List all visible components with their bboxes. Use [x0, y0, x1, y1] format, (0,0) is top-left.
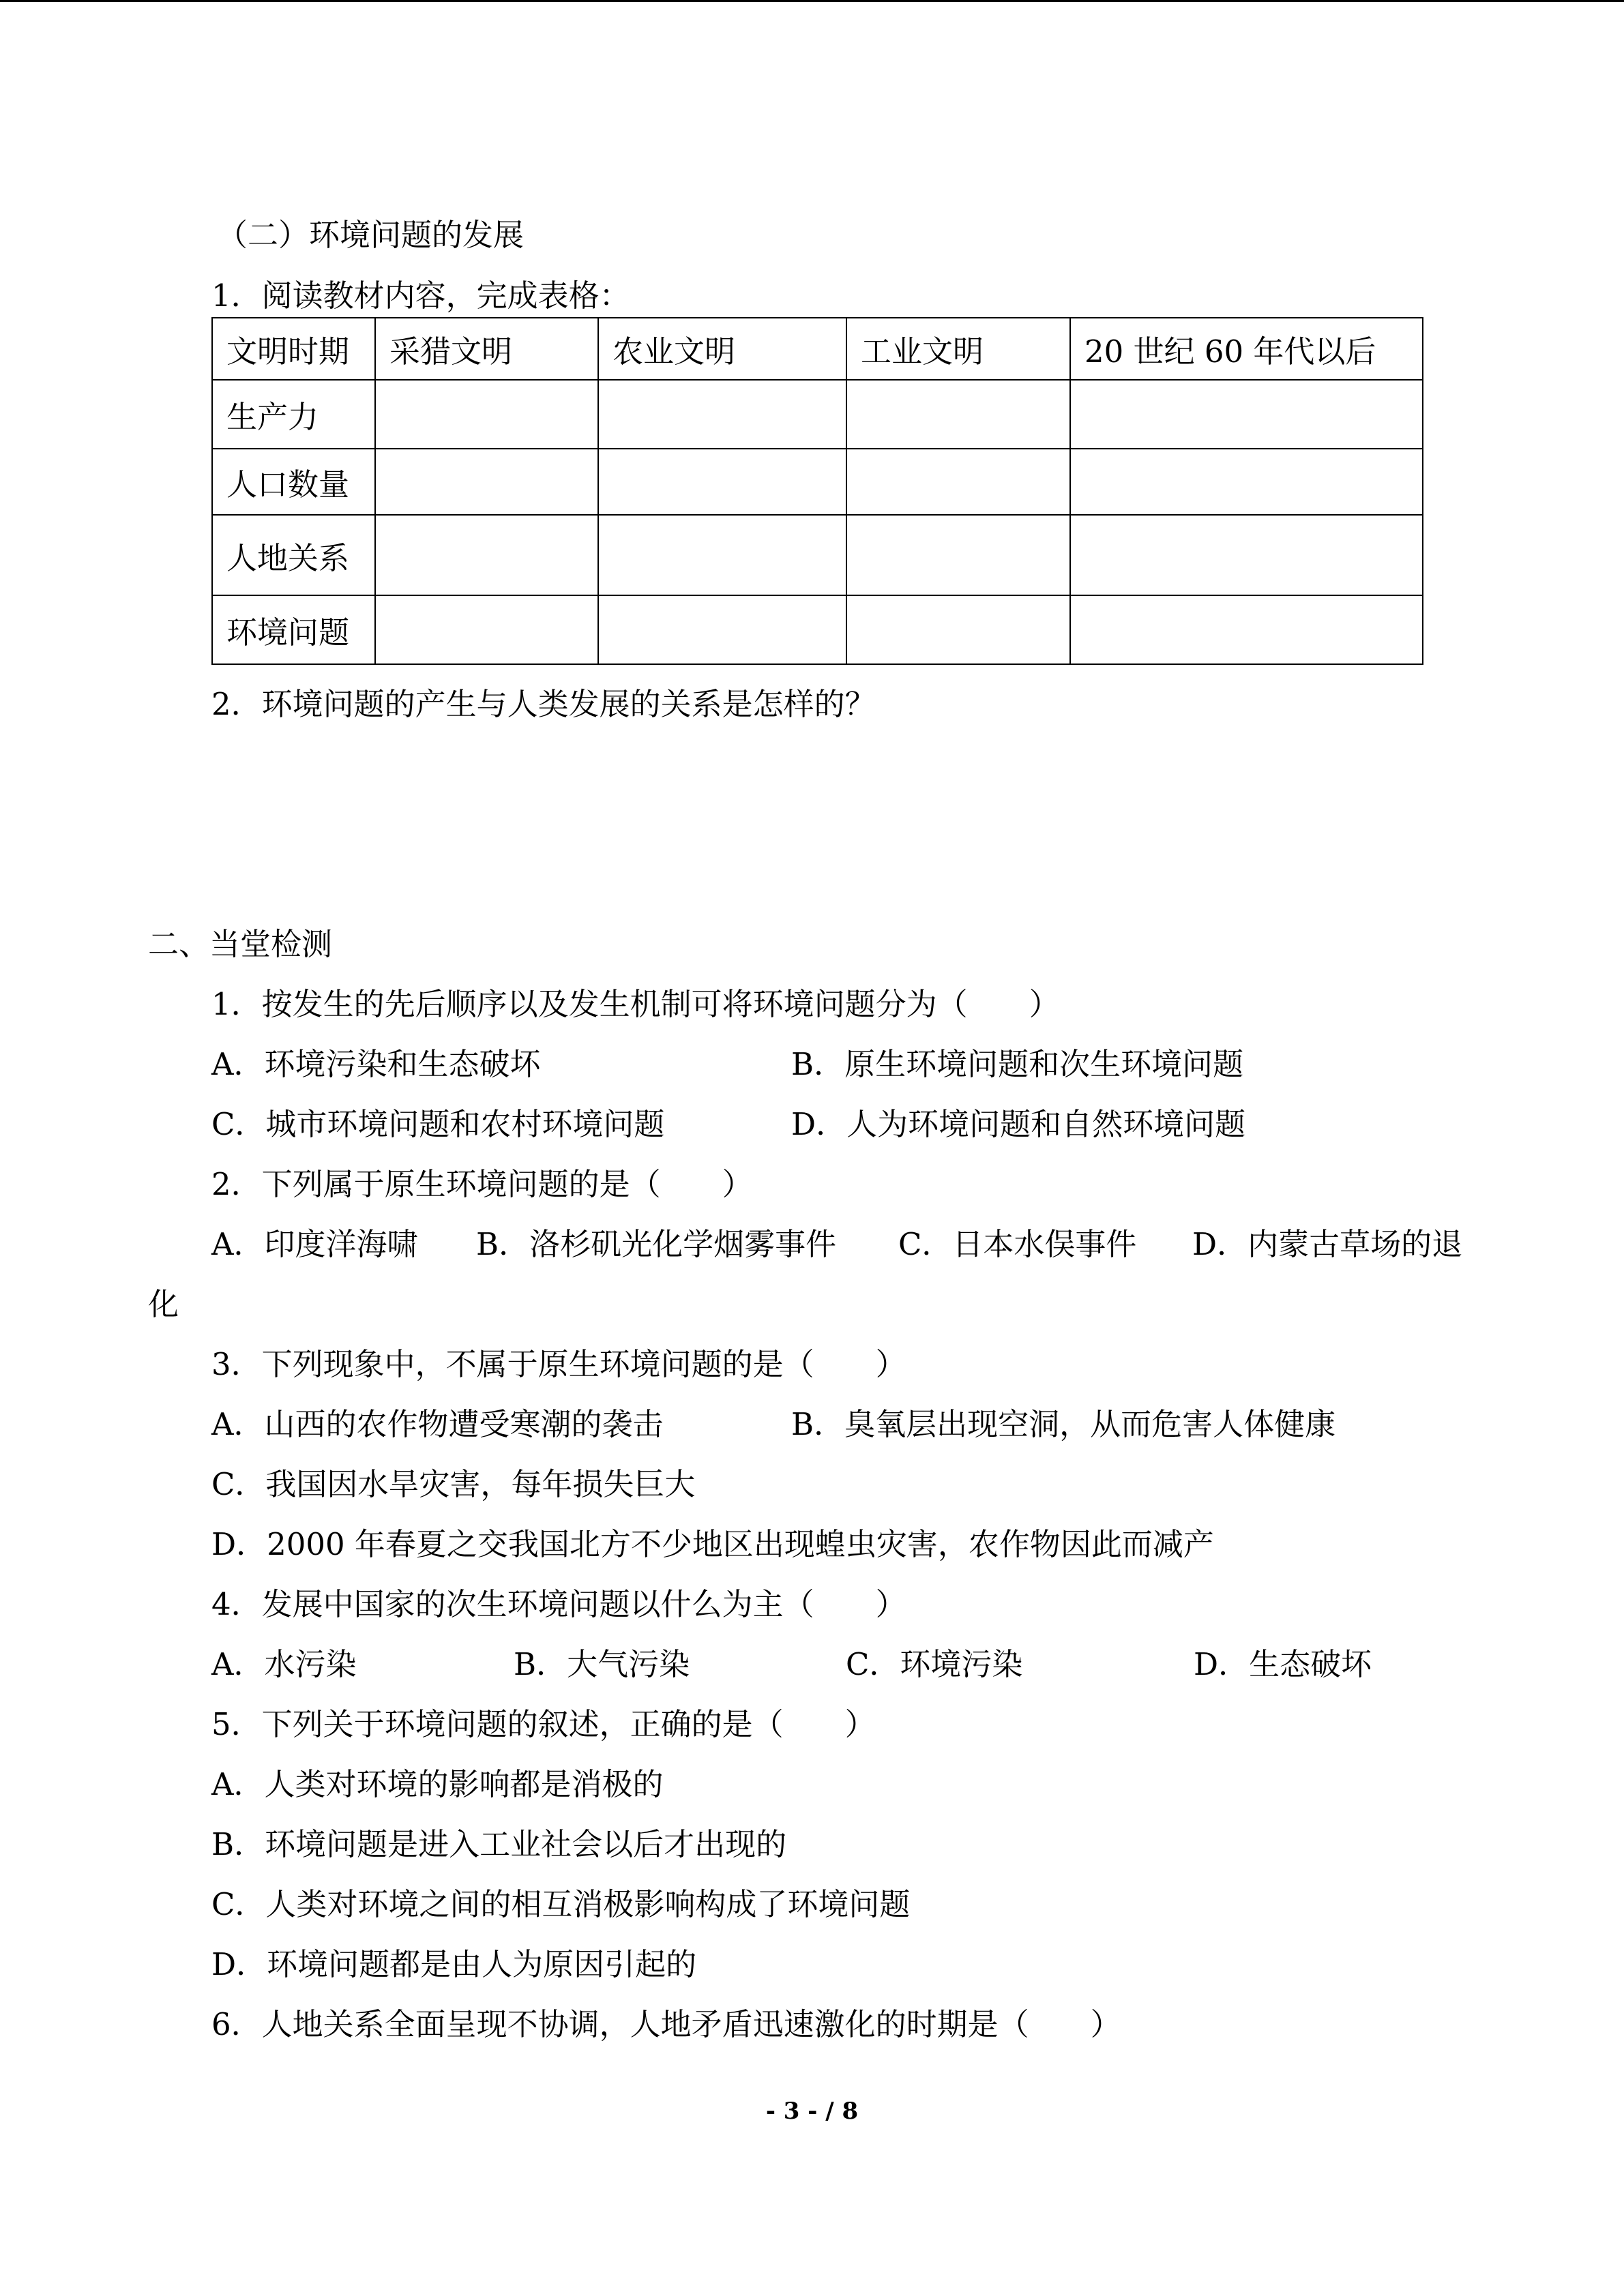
table-blank-cell	[846, 515, 1070, 595]
q3-option-b: B．臭氧层出现空洞，从而危害人体健康	[791, 1406, 1336, 1442]
table-header-row	[212, 318, 1423, 380]
q2-option-a: A．印度洋海啸	[211, 1226, 418, 1262]
q4-option-c: C．环境污染	[846, 1646, 1023, 1682]
q4-stem: 4．发展中国家的次生环境问题以什么为主（ ）	[211, 1586, 906, 1622]
section-title: （二）环境问题的发展	[217, 217, 525, 253]
q2-option-d: D．内蒙古草场的退	[1192, 1226, 1463, 1262]
part2-title: 二、当堂检测	[148, 926, 333, 962]
q2-option-b: B．洛杉矶光化学烟雾事件	[476, 1226, 837, 1262]
q1-option-b: B．原生环境问题和次生环境问题	[791, 1046, 1244, 1082]
q3-option-c: C．我国因水旱灾害，每年损失巨大	[211, 1466, 696, 1502]
q5-option-b: B．环境问题是进入工业社会以后才出现的	[211, 1826, 787, 1862]
q1-option-c: C．城市环境问题和农村环境问题	[211, 1106, 665, 1142]
table-blank-cell	[598, 595, 846, 664]
table-blank-cell	[375, 515, 598, 595]
q1-option-d: D．人为环境问题和自然环境问题	[791, 1106, 1246, 1142]
q5-option-a: A．人类对环境的影响都是消极的	[211, 1766, 664, 1802]
table-row	[212, 449, 1423, 515]
table-blank-cell	[846, 380, 1070, 449]
table-row-label: 人地关系	[212, 515, 375, 595]
table-blank-cell	[1070, 595, 1423, 664]
table-blank-cell	[846, 449, 1070, 515]
table-header-cell: 采猎文明	[375, 318, 598, 380]
table-blank-cell	[846, 595, 1070, 664]
table-header-cell: 20 世纪 60 年代以后	[1070, 318, 1423, 380]
q5-option-c: C．人类对环境之间的相互消极影响构成了环境问题	[211, 1886, 911, 1922]
table-row	[212, 515, 1423, 595]
top-border-line	[0, 0, 1624, 2]
table-row	[212, 380, 1423, 449]
q1-stem: 1．按发生的先后顺序以及发生机制可将环境问题分为（ ）	[211, 986, 1060, 1022]
table-header-cell: 文明时期	[212, 318, 375, 380]
question-relation: 2．环境问题的产生与人类发展的关系是怎样的？	[211, 686, 876, 722]
table-blank-cell	[375, 449, 598, 515]
table-blank-cell	[1070, 515, 1423, 595]
q5-stem: 5．下列关于环境问题的叙述，正确的是（ ）	[211, 1706, 876, 1742]
table-blank-cell	[598, 380, 846, 449]
question-read-table: 1．阅读教材内容，完成表格：	[211, 278, 630, 314]
q4-option-b: B．大气污染	[514, 1646, 690, 1682]
q2-option-d-continued: 化	[148, 1286, 179, 1322]
q2-stem: 2．下列属于原生环境问题的是（ ）	[211, 1166, 753, 1202]
table-header-cell: 农业文明	[598, 318, 846, 380]
table-row	[212, 595, 1423, 664]
table-row-label: 生产力	[212, 380, 375, 449]
q4-option-d: D．生态破坏	[1194, 1646, 1372, 1682]
table-header-cell: 工业文明	[846, 318, 1070, 380]
q4-option-a: A．水污染	[211, 1646, 357, 1682]
q6-stem: 6．人地关系全面呈现不协调，人地矛盾迅速激化的时期是（ ）	[211, 2006, 1121, 2042]
page-number: - 3 - / 8	[765, 2098, 859, 2125]
table-row-label: 环境问题	[212, 595, 375, 664]
q2-option-c: C．日本水俣事件	[898, 1226, 1137, 1262]
table-blank-cell	[1070, 449, 1423, 515]
q5-option-d: D．环境问题都是由人为原因引起的	[211, 1946, 697, 1982]
table-blank-cell	[375, 380, 598, 449]
table-row-label: 人口数量	[212, 449, 375, 515]
table-blank-cell	[598, 449, 846, 515]
q1-option-a: A．环境污染和生态破坏	[211, 1046, 541, 1082]
q3-option-d: D．2000 年春夏之交我国北方不少地区出现蝗虫灾害，农作物因此而减产	[211, 1526, 1214, 1562]
q3-option-a: A．山西的农作物遭受寒潮的袭击	[211, 1406, 664, 1442]
table-blank-cell	[375, 595, 598, 664]
q3-stem: 3．下列现象中，不属于原生环境问题的是（ ）	[211, 1346, 906, 1382]
table-blank-cell	[1070, 380, 1423, 449]
civilization-table	[211, 317, 1423, 665]
table-blank-cell	[598, 515, 846, 595]
